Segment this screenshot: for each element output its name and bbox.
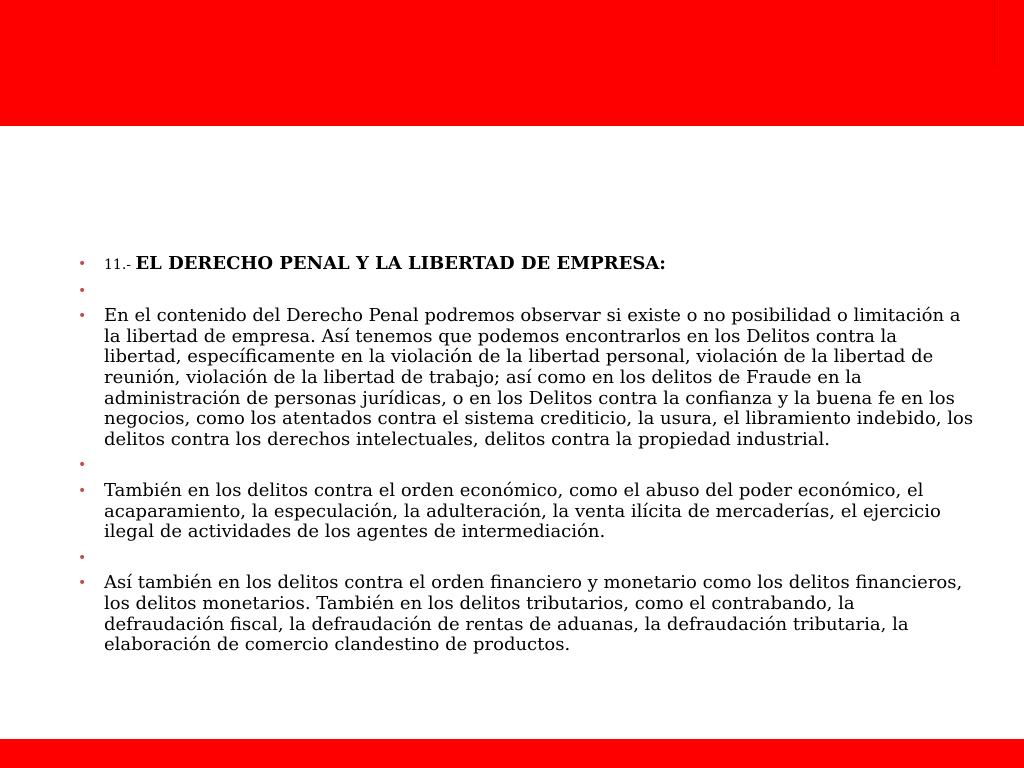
top-red-band: [0, 0, 1024, 126]
bullet-text: En el contenido del Derecho Penal podremos observar si existe o no posibilidad o limitación a la libertad de empresa. Así tenemos que podemos encontrarlos en los Delitos contra la libertad, específicamente en la violación de la libertad personal, violación de la libertad de reunión, violación de la libertad de trabajo; así como en los delitos de Fraude en la administración de personas jurídicas, o en los Delitos contra la confianza y la buena fe en los negocios, como los atentados contra el sistema crediticio, la usura, el libramiento indebido, los delitos contra los derechos intelectuales, delitos contra la propiedad industrial.: [104, 305, 974, 450]
bullet-icon: •: [78, 282, 87, 299]
bullet-item-empty: [78, 455, 978, 476]
bullet-item-paragraph: [78, 306, 978, 450]
bullet-icon: •: [78, 575, 87, 592]
bottom-red-band: [0, 739, 1024, 768]
top-band-divider: [994, 0, 995, 66]
bullet-text: También en los delitos contra el orden económico, como el abuso del poder económico, el acaparamiento, la especulación, la adulteración, la venta ilícita de mercaderías, el ejercicio ilegal de actividades de los agentes de intermediación.: [104, 479, 941, 543]
section-number: 11.-: [104, 257, 136, 273]
bullet-icon: •: [78, 482, 87, 499]
bullet-item-paragraph: [78, 481, 978, 543]
section-heading: EL DERECHO PENAL Y LA LIBERTAD DE EMPRESA:: [135, 253, 666, 274]
bullet-list: [78, 254, 978, 656]
bullet-icon: •: [78, 549, 87, 566]
bullet-icon: •: [78, 308, 87, 325]
bullet-icon: •: [78, 256, 87, 272]
bullet-item-paragraph: [78, 573, 978, 655]
bullet-item-empty: [78, 548, 978, 569]
bullet-item-heading: [78, 254, 978, 276]
bullet-item-empty: [78, 281, 978, 302]
bullet-icon: •: [78, 457, 87, 474]
bullet-text: Así también en los delitos contra el orden financiero y monetario como los delitos financieros, los delitos monetarios. También en los delitos tributarios, como el contrabando, la defraudación fiscal, la defraudación de rentas de aduanas, la defraudación tributaria, la elaboración de comercio clandestino de productos.: [104, 572, 963, 656]
slide-content: [78, 254, 978, 656]
